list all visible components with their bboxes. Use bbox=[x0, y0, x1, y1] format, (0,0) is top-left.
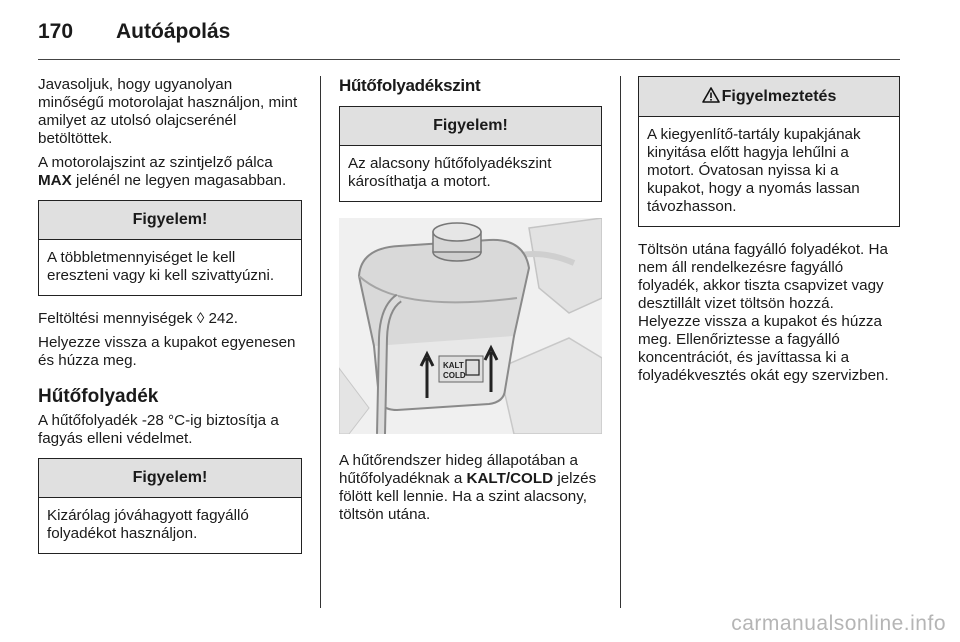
oil-quality-paragraph: Javasoljuk, hogy ugyanolyan minőségű motorolajat használjon, mint amilyet az utolsó olajcserénél betöltöttek. bbox=[38, 76, 298, 147]
kalt-cold-label: KALT bbox=[443, 361, 464, 370]
replace-cap-paragraph: Helyezze vissza a kupakot egyenesen és húzza meg. bbox=[38, 334, 296, 369]
coolant-protection-paragraph: A hűtőfolyadék -28 °C-ig biztosítja a fagyás elleni védelmet. bbox=[38, 412, 279, 447]
notice-title: Figyelem! bbox=[39, 459, 301, 498]
fill-quantities-paragraph bbox=[38, 310, 302, 328]
top-up-paragraph: Töltsön utána fagyálló folyadékot. Ha nem áll rendelkezésre fagyálló folyadék, akkor tiszta csapvizet vagy desztillált vizet töltsön hozzá. Helyezze vissza a kupakot és húzza meg. Ellenőriztesse a fagyálló koncentrációt, és javíttassa ki a folyadékvesztés okát egy szervizben. bbox=[638, 241, 889, 384]
cold-level-text: A hűtőrendszer hideg állapotában a hűtőfolyadéknak a bbox=[339, 452, 578, 487]
notice-box-excess-oil bbox=[38, 200, 302, 296]
column-left bbox=[38, 76, 302, 568]
warning-title bbox=[639, 77, 899, 117]
oil-level-text: A motorolajszint az szintjelző pálca bbox=[38, 154, 273, 171]
column-middle bbox=[339, 76, 602, 530]
coolant-level-heading: Hűtőfolyadékszint bbox=[339, 76, 481, 95]
section-title: Autóápolás bbox=[116, 20, 231, 43]
notice-box-low-coolant bbox=[339, 106, 602, 202]
notice-box-antifreeze bbox=[38, 458, 302, 554]
cold-level-paragraph bbox=[339, 452, 602, 524]
notice-body: Az alacsony hűtőfolyadékszint károsíthatja a motort. bbox=[348, 155, 552, 190]
warning-body: A kiegyenlítő-tartály kupakjának kinyitása előtt hagyja lehűlni a motort. Óvatosan nyissa ki a kupakot, hogy a nyomás lassan távozhasson. bbox=[647, 126, 861, 215]
fill-quantities-text: Feltöltési mennyiségek bbox=[38, 310, 197, 327]
page-header bbox=[38, 18, 900, 60]
warning-triangle-icon bbox=[702, 87, 720, 103]
column-right bbox=[638, 76, 900, 391]
column-divider-2 bbox=[620, 76, 621, 608]
warning-title-text: Figyelmeztetés bbox=[721, 88, 837, 105]
notice-body: A többletmennyiséget le kell ereszteni vagy ki kell szivattyúzni. bbox=[47, 249, 275, 284]
notice-title: Figyelem! bbox=[340, 107, 601, 146]
page-reference-number: 242. bbox=[204, 310, 238, 327]
coolant-reservoir-illustration bbox=[339, 218, 602, 434]
kalt-cold-label: COLD bbox=[443, 371, 466, 380]
column-divider-1 bbox=[320, 76, 321, 608]
warning-box bbox=[638, 76, 900, 227]
max-mark-text: MAX bbox=[38, 172, 72, 189]
page-reference-icon[interactable]: ◊ bbox=[196, 310, 205, 327]
oil-level-paragraph bbox=[38, 154, 302, 190]
page-number: 170 bbox=[38, 20, 74, 43]
notice-body: Kizárólag jóváhagyott fagyálló folyadékot használjon. bbox=[47, 507, 249, 542]
cold-level-text-end: jelzés fölött kell lennie. Ha a szint alacsony, töltsön utána. bbox=[339, 470, 597, 523]
notice-title: Figyelem! bbox=[39, 201, 301, 240]
watermark: carmanualsonline.info bbox=[731, 612, 946, 635]
kalt-cold-mark-text: KALT/COLD bbox=[466, 470, 554, 487]
oil-level-text-end: jelénél ne legyen magasabban. bbox=[71, 172, 287, 189]
coolant-heading: Hűtőfolyadék bbox=[38, 386, 159, 407]
